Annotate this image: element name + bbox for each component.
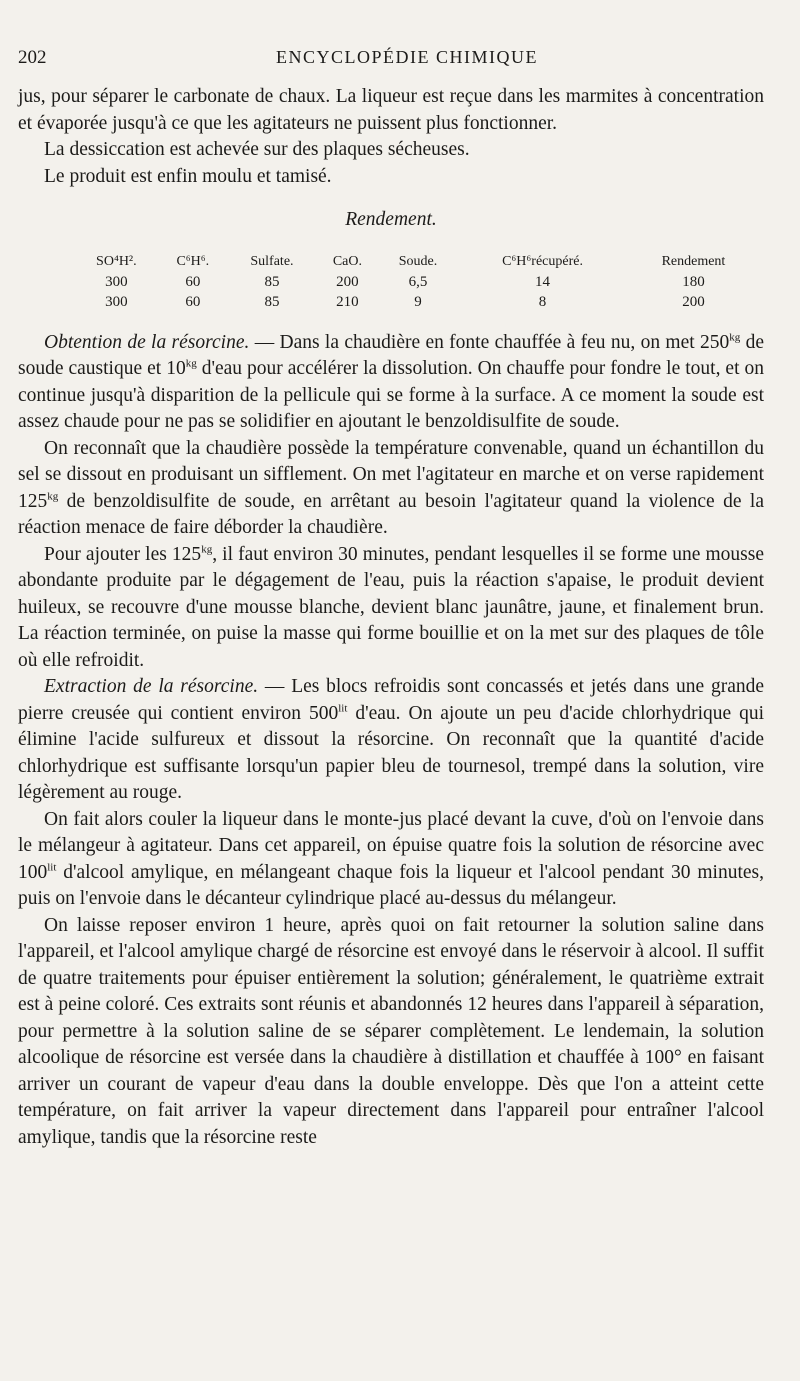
paragraph-extraction-3: On laisse reposer environ 1 heure, après quoi on fait retourner la solution saline dans l'appareil, et l'alcool amylique chargé de résorcine est envoyé dans le réservoir à alcool. Il suffit de quatre traitements pour épuiser entièrement la solution; généralement, le quatrième extrait est à peine coloré. Ces extraits sont réunis et abandonnés 12 heures dans l'appareil à séparation, pour permettre à la solution saline de se séparer complètement. Le lendemain, la solution alcoolique de résorcine est versée dans la chaudière à distillation et chauffée à 100° en faisant arriver un courant de vapeur d'eau dans la double enveloppe. Dès que l'on a atteint cette température, on fait arriver la vapeur directement dans l'appareil pour entraîner l'alcool amylique, tandis que la résorcine reste	[18, 914, 764, 1148]
table-cell: 210	[336, 293, 359, 310]
body-text	[18, 84, 764, 1151]
paragraph-extraction-1	[18, 674, 764, 807]
text-run: d'eau. On ajoute un peu d'acide chlorhydrique qui élimine l'acide sulfureux et dissout la résorcine. On reconnaît que la quantité d'acide chlorhydrique est suffisante lorsqu'un papier bleu de tournesol, trempé dans la solution, vire légèrement au rouge.	[18, 702, 765, 803]
unit-superscript: lit	[338, 702, 348, 714]
rendement-title: Rendement.	[345, 209, 437, 230]
text-run: de soude caustique et 10	[18, 331, 764, 379]
column-header: Rendement	[661, 253, 726, 269]
section-heading-obtention: Obtention de la résorcine.	[44, 331, 250, 353]
table-cell: 8	[538, 293, 547, 310]
column-header: C⁶H⁶.	[176, 253, 210, 269]
text-run: — Les blocs refroidis sont concassés et jetés dans une grande pierre creusée qui contient environ 500	[18, 676, 765, 724]
table-cell: 200	[682, 293, 705, 310]
text-run: On fait alors couler la liqueur dans le monte-jus placé devant la cuve, d'où on l'envoie dans le mélangeur à agitateur. Dans cet appareil, on épuise quatre fois la solution de résorcine avec 100	[18, 808, 764, 883]
paragraph-obtention-3	[18, 542, 764, 675]
table-cell: 300	[105, 293, 128, 310]
table-cell: 180	[682, 273, 705, 290]
table-cell: 14	[535, 273, 551, 290]
text-run: de benzoldisulfite de soude, en arrêtant au besoin l'agitateur quand la violence de la réaction menace de faire déborder la chaudière.	[18, 490, 764, 538]
table-row	[74, 272, 760, 292]
table-cell: 300	[105, 273, 128, 290]
table-cell: 85	[264, 293, 280, 310]
paragraph-intro-3: Le produit est enfin moulu et tamisé.	[44, 165, 332, 187]
column-header: Sulfate.	[250, 253, 294, 269]
table-row	[74, 292, 760, 312]
unit-superscript: kg	[729, 331, 741, 343]
column-header: CaO.	[332, 253, 362, 269]
page-number: 202	[18, 47, 47, 68]
paragraph-obtention-2	[18, 436, 764, 542]
unit-superscript: kg	[185, 357, 197, 370]
table-cell: 200	[336, 273, 359, 290]
column-header: Soude.	[398, 253, 438, 269]
table-header-row	[74, 252, 760, 272]
table-cell: 6,5	[408, 273, 428, 290]
unit-superscript: kg	[47, 490, 59, 502]
text-run: Pour ajouter les 125	[44, 543, 202, 565]
table-cell: 85	[264, 273, 280, 290]
table-cell: 60	[185, 293, 201, 310]
column-header: SO⁴H².	[96, 253, 137, 269]
column-header: C⁶H⁶récupéré.	[502, 253, 583, 269]
table-cell: 60	[185, 273, 201, 290]
unit-superscript: lit	[47, 861, 57, 873]
paragraph-extraction-2	[18, 807, 764, 913]
text-run: d'alcool amylique, en mélangeant chaque fois la liqueur et l'alcool pendant 30 minutes, puis on l'envoie dans le décanteur cylindrique placé au-dessus du mélangeur.	[18, 861, 764, 909]
paragraph-intro-1: jus, pour séparer le carbonate de chaux. La liqueur est reçue dans les marmites à concentration et évaporée jusqu'à ce que les agitateurs ne puissent plus fonctionner.	[18, 86, 764, 134]
paragraph-obtention-1	[18, 330, 764, 436]
page-header	[18, 47, 788, 71]
text-run: d'eau pour accélérer la dissolution. On chauffe pour fondre le tout, et on continue jusqu'à disparition de la pellicule qui se forme à la surface. A ce moment la soude est assez chaude pour ne pas se solidifier en ajoutant le benzoldisulfite de soude.	[18, 358, 764, 432]
section-heading-extraction: Extraction de la résorcine.	[44, 676, 259, 697]
table-cell: 9	[414, 293, 422, 310]
paragraph-intro-2: La dessiccation est achevée sur des plaques sécheuses.	[44, 139, 470, 160]
text-run: , il faut environ 30 minutes, pendant lesquelles il se forme une mousse abondante produite par le dégagement de l'eau, puis la réaction s'apaise, le produit devient huileux, se recouvre d'une mousse blanche, devient blanc jaunâtre, jaune, et finalement brun. La réaction terminée, on puise la masse qui forme bouillie et on la met sur des plaques de tôle où elle refroidit.	[18, 543, 764, 671]
rendement-table	[74, 252, 760, 312]
unit-superscript: kg	[201, 543, 213, 555]
text-run: On reconnaît que la chaudière possède la température convenable, quand un échantillon du sel se dissout en produisant un sifflement. On met l'agitateur en marche et on verse rapidement 125	[18, 437, 764, 512]
text-run: — Dans la chaudière en fonte chauffée à feu nu, on met 250	[249, 331, 730, 353]
running-title: ENCYCLOPÉDIE CHIMIQUE	[276, 47, 538, 67]
